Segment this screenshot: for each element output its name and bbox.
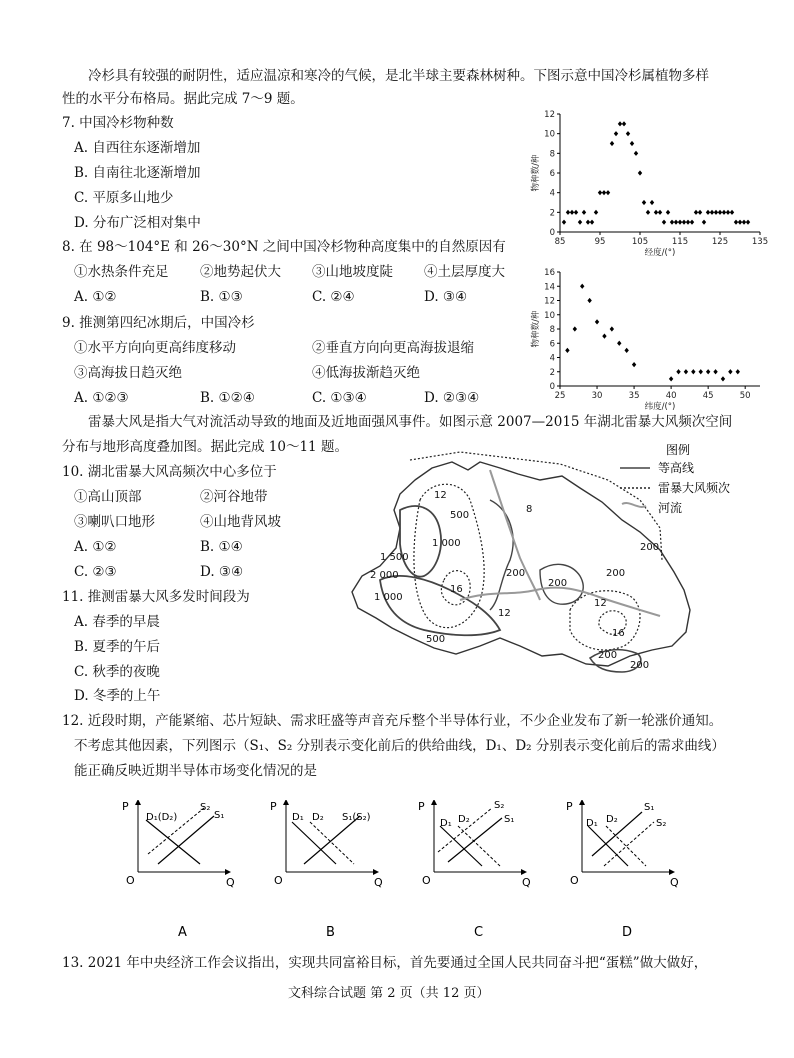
- x-tick-label: 50: [739, 391, 751, 401]
- data-point: [722, 210, 726, 215]
- supply-demand-graphs: [118, 800, 718, 948]
- q8-opt-c[interactable]: C. ②④: [312, 289, 355, 305]
- label-d: D₁(D₂): [146, 812, 178, 823]
- demand-curve-d1: [588, 826, 628, 866]
- contour-label: 16: [612, 628, 625, 639]
- latitude-species-chart: [528, 262, 768, 410]
- q9-item-2: ②垂直方向向更高海拔退缩: [312, 340, 474, 356]
- q10-item-3: ③喇叭口地形: [74, 514, 155, 530]
- intro1-line2: 性的水平分布格局。据此完成 7～9 题。: [62, 91, 304, 107]
- data-point: [578, 220, 582, 225]
- q9-item-1: ①水平方向向更高纬度移动: [74, 340, 236, 356]
- data-point: [606, 190, 610, 195]
- legend-frequency-label: 雷暴大风频次: [658, 481, 731, 495]
- data-point: [590, 220, 594, 225]
- axis-p: P: [566, 800, 573, 813]
- demand-curve: [146, 820, 200, 864]
- data-point: [746, 220, 750, 225]
- x-tick-label: 115: [671, 237, 689, 247]
- data-point: [573, 326, 577, 331]
- data-point: [682, 220, 686, 225]
- data-point: [594, 210, 598, 215]
- q9-opt-b[interactable]: B. ①②④: [200, 390, 255, 406]
- contour-label: 1 000: [432, 538, 461, 549]
- q8-opt-a[interactable]: A. ①②: [74, 289, 117, 305]
- data-point: [684, 369, 688, 374]
- label-d2: D₂: [606, 814, 618, 825]
- data-point: [674, 220, 678, 225]
- x-tick-label: 25: [554, 391, 566, 401]
- axis-q: Q: [226, 876, 235, 889]
- data-point: [580, 284, 584, 289]
- contour-label: 500: [426, 634, 446, 645]
- data-point: [618, 121, 622, 126]
- data-point: [570, 210, 574, 215]
- data-point: [706, 210, 710, 215]
- data-point: [624, 348, 628, 353]
- x-tick-label: 125: [711, 237, 729, 247]
- hubei-thunderstorm-map: [340, 440, 780, 700]
- q11-opt-d[interactable]: D. 冬季的上午: [74, 688, 161, 704]
- contour-label: 200: [630, 660, 650, 671]
- x-tick-label: 135: [751, 237, 768, 247]
- axis-q: Q: [670, 876, 679, 889]
- data-point: [702, 220, 706, 225]
- data-point: [634, 151, 638, 156]
- data-point: [602, 190, 606, 195]
- data-point: [610, 326, 614, 331]
- q10-item-2: ②河谷地带: [200, 489, 268, 505]
- legend-title: 图例: [666, 443, 691, 457]
- river: [490, 470, 540, 600]
- label-s1: S₁: [644, 802, 655, 813]
- q13-line1: 13. 2021 年中央经济工作会议指出，实现共同富裕目标，首先要通过全国人民共同奋斗把“蛋糕”做大做好，: [62, 955, 708, 971]
- y-tick-label: 14: [544, 282, 555, 293]
- q11-stem: 11. 推测雷暴大风多发时间段为: [62, 589, 250, 605]
- q7-opt-b[interactable]: B. 自南往北逐渐增加: [74, 165, 201, 181]
- data-point: [566, 210, 570, 215]
- graph-label-a: A: [178, 925, 187, 940]
- contour-label: 200: [606, 568, 626, 579]
- q8-stem: 8. 在 98～104°E 和 26～30°N 之间中国冷杉物种高度集中的自然原因有: [62, 239, 506, 255]
- axis-p: P: [270, 800, 277, 813]
- data-point: [654, 210, 658, 215]
- y-tick-label: 6: [549, 339, 555, 350]
- data-point: [617, 341, 621, 346]
- data-point: [614, 131, 618, 136]
- data-point: [650, 200, 654, 205]
- label-s1: S₁: [504, 814, 515, 825]
- data-point: [691, 369, 695, 374]
- legend-river-label: 河流: [658, 501, 683, 515]
- y-tick-label: 8: [549, 149, 555, 160]
- legend-contour-label: 等高线: [658, 461, 695, 475]
- q8-opt-b[interactable]: B. ①③: [200, 289, 243, 305]
- q8-item-3: ③山地坡度陡: [312, 264, 393, 280]
- q10-opt-d[interactable]: D. ③④: [200, 564, 244, 580]
- data-point: [721, 376, 725, 381]
- graph-d[interactable]: [566, 800, 679, 940]
- axis-o: O: [126, 874, 135, 887]
- x-tick-label: 95: [594, 237, 606, 247]
- q12-line2: 不考虑其他因素，下列图示（S₁、S₂ 分别表示变化前后的供给曲线，D₁、D₂ 分别表示变化前后的需求曲线）: [74, 738, 725, 754]
- data-point: [587, 298, 591, 303]
- q10-opt-b[interactable]: B. ①④: [200, 539, 243, 555]
- data-point: [706, 369, 710, 374]
- q10-item-4: ④山地背风坡: [200, 514, 281, 530]
- data-point: [694, 210, 698, 215]
- label-d2: D₂: [458, 814, 470, 825]
- axis-q: Q: [374, 876, 383, 889]
- axis-o: O: [274, 874, 283, 887]
- contour-label: 12: [434, 490, 447, 501]
- label-s: S₁(S₂): [342, 812, 371, 823]
- y-tick-label: 12: [544, 110, 555, 120]
- q11-opt-c[interactable]: C. 秋季的夜晚: [74, 664, 160, 680]
- x-tick-label: 40: [665, 391, 677, 401]
- demand-curve-d1: [440, 826, 482, 866]
- data-point: [610, 141, 614, 146]
- graph-b[interactable]: [270, 800, 383, 940]
- label-d1: D₁: [586, 818, 598, 829]
- data-point: [632, 362, 636, 367]
- data-point: [630, 141, 634, 146]
- data-point: [565, 348, 569, 353]
- contour-label: 12: [498, 608, 511, 619]
- x-tick-label: 105: [631, 237, 649, 247]
- contour-label: 200: [506, 568, 526, 579]
- q7-stem: 7. 中国冷杉物种数: [62, 115, 174, 131]
- x-tick-label: 35: [628, 391, 640, 401]
- y-tick-label: 12: [544, 296, 555, 307]
- q10-opt-c[interactable]: C. ②③: [74, 564, 117, 580]
- intro2-line1: 雷暴大风是指大气对流活动导致的地面及近地面强风事件。如图示意 2007—2015 年湖北雷暴大风频次空间: [88, 414, 733, 430]
- label-d1: D₁: [292, 812, 304, 823]
- q7-opt-c[interactable]: C. 平原多山地少: [74, 190, 174, 206]
- data-point: [678, 220, 682, 225]
- y-tick-label: 2: [549, 367, 555, 378]
- data-point: [690, 220, 694, 225]
- q9-opt-a[interactable]: A. ①②③: [74, 390, 129, 406]
- contour-label: 200: [548, 578, 568, 589]
- axis-p: P: [418, 800, 425, 813]
- q9-item-3: ③高海拔日趋灭绝: [74, 365, 182, 381]
- data-point: [658, 210, 662, 215]
- y-tick-label: 10: [544, 129, 555, 140]
- supply-curve-s1: [158, 816, 214, 864]
- data-point: [638, 170, 642, 175]
- axis-o: O: [570, 874, 579, 887]
- data-point: [699, 369, 703, 374]
- demand-curve-d2: [606, 826, 646, 866]
- data-point: [734, 220, 738, 225]
- label-s2: S₂: [494, 800, 505, 811]
- y-tick-label: 0: [549, 382, 555, 392]
- q10-item-1: ①高山顶部: [74, 489, 142, 505]
- label-d1: D₁: [440, 818, 452, 829]
- data-point: [714, 210, 718, 215]
- demand-curve-d2: [458, 826, 500, 866]
- data-point: [718, 210, 722, 215]
- data-point: [728, 369, 732, 374]
- data-point: [738, 220, 742, 225]
- q9-stem: 9. 推测第四纪冰期后，中国冷杉: [62, 315, 255, 331]
- y-tick-label: 6: [549, 169, 555, 179]
- graph-a[interactable]: [122, 800, 235, 940]
- data-point: [669, 376, 673, 381]
- data-point: [686, 220, 690, 225]
- contour-label: 2 000: [370, 570, 399, 581]
- y-tick-label: 4: [549, 188, 555, 199]
- q7-opt-d[interactable]: D. 分布广泛相对集中: [74, 215, 201, 231]
- y-tick-label: 4: [549, 353, 555, 364]
- q8-opt-d[interactable]: D. ③④: [424, 289, 468, 305]
- label-s2: S₂: [656, 818, 667, 829]
- graph-label-d: D: [622, 925, 633, 940]
- data-point: [586, 220, 590, 225]
- contour-label: 500: [450, 510, 470, 521]
- data-point: [595, 319, 599, 324]
- graph-label-c: C: [474, 925, 484, 940]
- frequency-isoline-12: [414, 484, 484, 627]
- supply-curve-s2: [604, 822, 654, 866]
- contour-label: 200: [598, 650, 618, 661]
- x-tick-label: 85: [554, 237, 566, 247]
- x-axis-label: 纬度/(°): [644, 402, 676, 410]
- q8-item-1: ①水热条件充足: [74, 264, 169, 280]
- q8-item-4: ④土层厚度大: [424, 264, 505, 280]
- q12-line3: 能正确反映近期半导体市场变化情况的是: [74, 763, 317, 779]
- data-point: [710, 210, 714, 215]
- contour-label: 1 500: [380, 552, 409, 563]
- data-point: [726, 210, 730, 215]
- intro2-line2: 分布与地形高度叠加图。据此完成 10～11 题。: [62, 439, 348, 455]
- data-point: [670, 220, 674, 225]
- data-point: [736, 369, 740, 374]
- y-tick-label: 16: [544, 268, 555, 278]
- x-axis-label: 经度/(°): [644, 248, 676, 256]
- supply-curve: [304, 816, 360, 864]
- data-point: [742, 220, 746, 225]
- y-tick-label: 2: [549, 208, 555, 219]
- graph-label-b: B: [326, 925, 335, 940]
- province-outline: [352, 462, 690, 666]
- river: [460, 588, 660, 616]
- supply-curve-s1: [448, 818, 502, 862]
- page-footer: 文科综合试题 第 2 页（共 12 页）: [288, 986, 490, 1001]
- q9-item-4: ④低海拔渐趋灭绝: [312, 365, 420, 381]
- y-tick-label: 10: [544, 310, 555, 321]
- q9-opt-c[interactable]: C. ①③④: [312, 390, 367, 406]
- data-point: [642, 200, 646, 205]
- contour-label: 200: [640, 542, 660, 553]
- data-point: [574, 210, 578, 215]
- axis-q: Q: [522, 876, 531, 889]
- label-s1: S₁: [214, 810, 225, 821]
- y-axis-label: 物种数/种: [531, 310, 541, 348]
- q10-stem: 10. 湖北雷暴大风高频次中心多位于: [62, 464, 277, 480]
- contour-label: 1 000: [374, 592, 403, 603]
- y-axis-label: 物种数/种: [531, 154, 541, 192]
- data-point: [646, 210, 650, 215]
- data-point: [676, 369, 680, 374]
- x-tick-label: 30: [591, 391, 603, 401]
- data-point: [622, 121, 626, 126]
- data-point: [602, 334, 606, 339]
- label-d2: D₂: [312, 812, 324, 823]
- data-point: [582, 210, 586, 215]
- data-point: [698, 210, 702, 215]
- q11-opt-b[interactable]: B. 夏季的午后: [74, 639, 161, 655]
- y-tick-label: 0: [549, 228, 555, 238]
- graph-c[interactable]: [418, 800, 531, 940]
- longitude-species-chart: [528, 104, 768, 256]
- y-tick-label: 8: [549, 325, 555, 335]
- contour-label: 8: [526, 504, 533, 515]
- q12-line1: 12. 近段时期，产能紧缩、芯片短缺、需求旺盛等声音充斥整个半导体行业，不少企业发布了新一轮涨价通知。: [62, 713, 723, 729]
- q8-item-2: ②地势起伏大: [200, 264, 281, 280]
- x-tick-label: 45: [702, 391, 714, 401]
- data-point: [730, 210, 734, 215]
- contour-label: 12: [594, 598, 607, 609]
- data-point: [713, 369, 717, 374]
- label-s2: S₂: [200, 802, 211, 813]
- data-point: [562, 220, 566, 225]
- axis-p: P: [122, 800, 129, 813]
- axis-o: O: [422, 874, 431, 887]
- q7-opt-a[interactable]: A. 自西往东逐渐增加: [74, 140, 201, 156]
- q10-opt-a[interactable]: A. ①②: [74, 539, 117, 555]
- demand-curve-d2: [310, 822, 354, 864]
- contour-label: 16: [450, 584, 463, 595]
- intro1-line1: 冷杉具有较强的耐阴性，适应温凉和寒冷的气候，是北半球主要森林树种。下图示意中国冷杉属植物多样: [88, 68, 709, 84]
- q11-opt-a[interactable]: A. 春季的早晨: [74, 614, 160, 630]
- data-point: [662, 220, 666, 225]
- data-point: [666, 210, 670, 215]
- data-point: [598, 190, 602, 195]
- data-point: [626, 131, 630, 136]
- q9-opt-d[interactable]: D. ②③④: [424, 390, 480, 406]
